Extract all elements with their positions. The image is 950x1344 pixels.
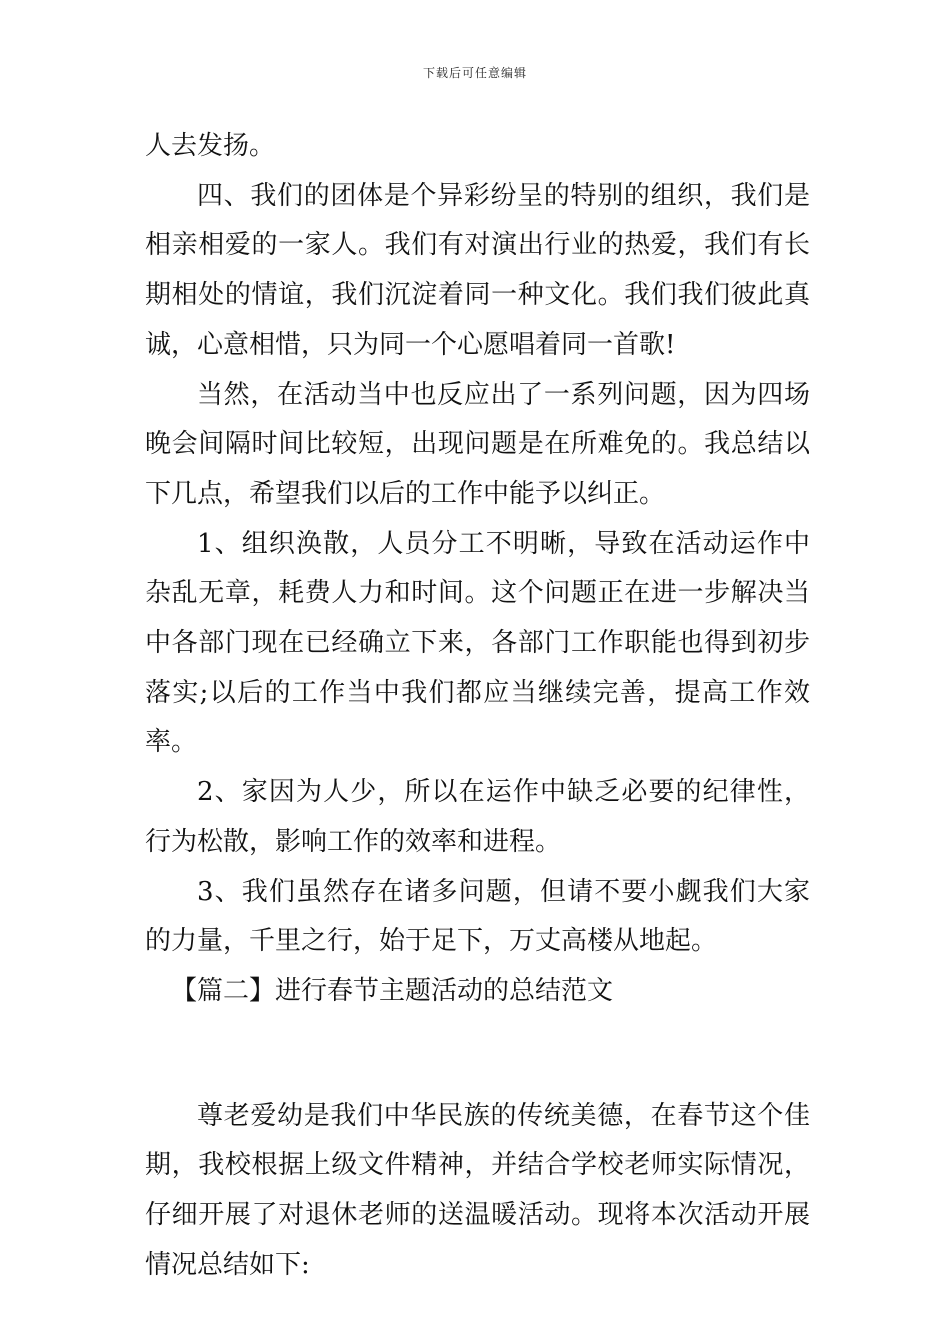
paragraph-problem-2: 2、家因为人少，所以在运作中缺乏必要的纪律性，行为松散，影响工作的效率和进程。 <box>145 777 810 857</box>
paragraph-point-four: 四、我们的团体是个异彩纷呈的特别的组织，我们是相亲相爱的一家人。我们有对演出行业的热爱，我们有长期相处的情谊，我们沉淀着同一种文化。我们我们彼此真诚，心意相惜，只为同一个心愿唱着同一首歌! <box>145 180 810 360</box>
paragraph-continuation: 人去发扬。 <box>145 131 276 161</box>
paragraph-problem-3: 3、我们虽然存在诸多问题，但请不要小觑我们大家的力量，千里之行，始于足下，万丈高楼从地起。 <box>145 876 810 957</box>
section-spacer <box>145 1017 810 1092</box>
section-heading: 【篇二】进行春节主题活动的总结范文 <box>171 975 614 1006</box>
page-header: 下载后可任意编辑 <box>422 66 527 80</box>
paragraph-section-two-intro: 尊老爱幼是我们中华民族的传统美德，在春节这个佳期，我校根据上级文件精神，并结合学校老师实际情况，仔细开展了对退休老师的送温暖活动。现将本次活动开展情况总结如下: <box>145 1100 810 1280</box>
document-body <box>145 122 810 1290</box>
paragraph-problem-1: 1、组织涣散，人员分工不明晰，导致在活动运作中杂乱无章，耗费人力和时间。这个问题正在进一步解决当中各部门现在已经确立下来，各部门工作职能也得到初步落实;以后的工作当中我们都应当继续完善，提高工作效率。 <box>145 528 810 758</box>
paragraph-problems-intro: 当然，在活动当中也反应出了一系列问题，因为四场晚会间隔时间比较短，出现问题是在所难免的。我总结以下几点，希望我们以后的工作中能予以纠正。 <box>145 379 810 509</box>
